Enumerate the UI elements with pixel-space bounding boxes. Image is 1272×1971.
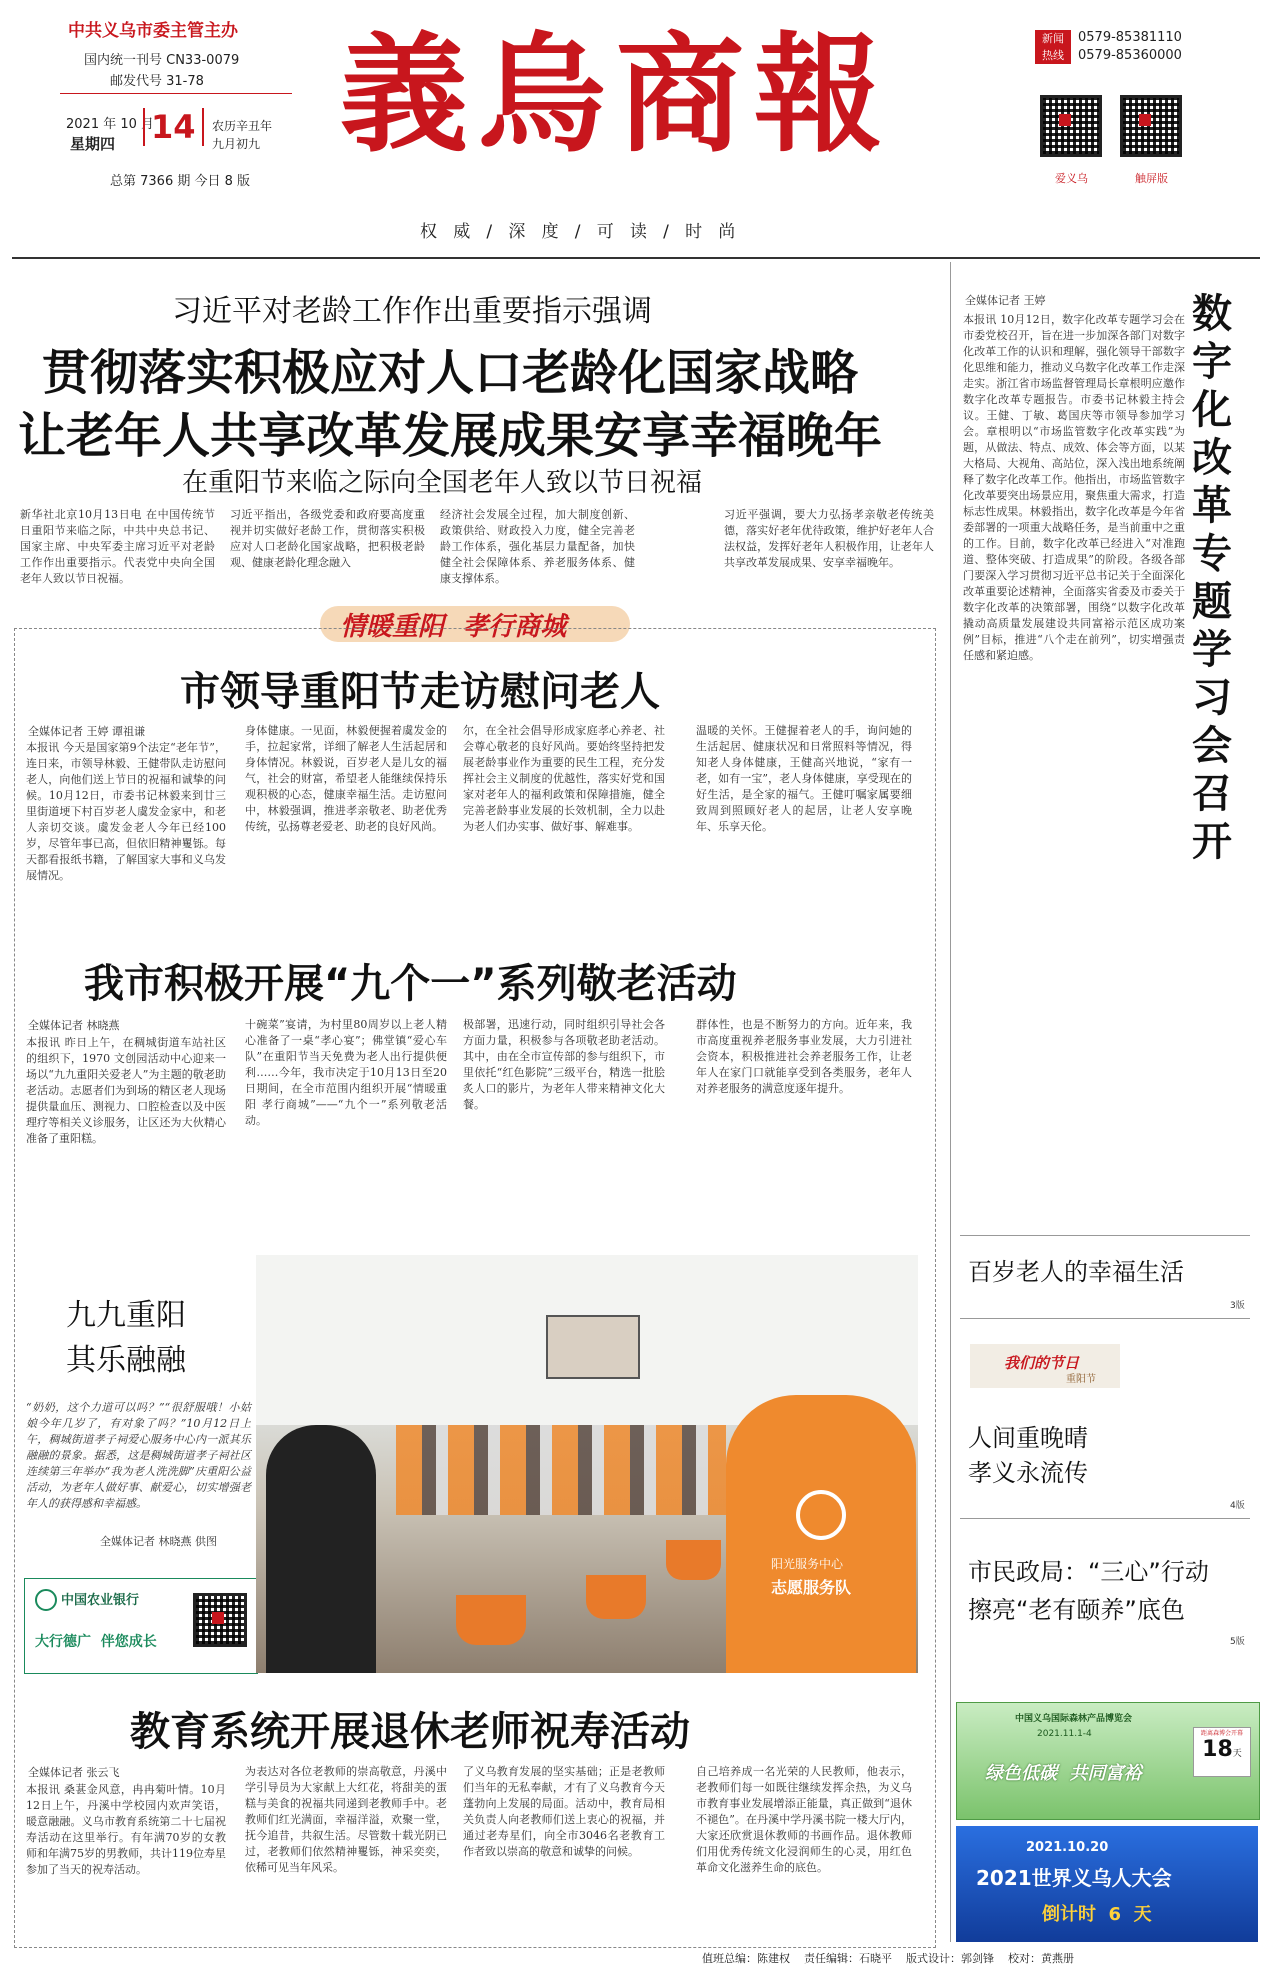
photo-credit: 全媒体记者 林晓燕 供图 — [100, 1535, 217, 1548]
lead-col-3: 经济社会发展全过程，加大制度创新、政策供给、财政投入力度，健全完善老龄工作体系，强化基层力量配备，加快健全社会保障体系、养老服务体系、健康支撑体系。 — [440, 508, 635, 585]
vest-logo-icon — [796, 1490, 846, 1540]
sidebar-title: 数字化改革专题学习会召开 — [1192, 291, 1232, 865]
phone-1: 0579-85381110 — [1078, 30, 1182, 45]
feature-banner-text: 情暖重阳 孝行商城 — [340, 612, 567, 642]
lead-story — [12, 262, 942, 585]
qr-caption-2: 触屏版 — [1135, 172, 1168, 185]
story3-byline: 全媒体记者 张云飞 — [28, 1766, 120, 1779]
footer-credits: 值班总编：陈建权 责任编辑：石晓平 版式设计：郭剑锋 校对：黄燕册 — [702, 1952, 1074, 1965]
story2-byline: 全媒体记者 林晓燕 — [28, 1019, 120, 1032]
ww-title: 2021世界义乌人大会 — [976, 1866, 1172, 1890]
photo-caption-body: “奶奶，这个力道可以吗？”“很舒服哦！小姑娘今年几岁了，有对象了吗？”10月12日上午，稠城街道孝子祠爱心服务中心内一派其乐融融的景象。据悉，这是稠城街道孝子祠社区连续第三年举办“我为老人洗洗脚”庆重阳公益活动，为老年人做好事、献爱心，切实增强老年人的获得感和幸福感。 — [26, 1401, 251, 1510]
story3-title: 教育系统开展退休老师祝寿活动 — [130, 1709, 690, 1755]
countdown-number: 18 — [1202, 1737, 1233, 1762]
lead-kicker: 习近平对老龄工作作出重要指示强调 — [172, 294, 652, 329]
teaser-1-page[interactable]: 3版 — [1230, 1301, 1245, 1311]
postal: 邮发代号 31-78 — [110, 74, 204, 89]
lead-col-1: 新华社北京10月13日电 在中国传统节日重阳节来临之际，中共中央总书记、国家主席、中央军委主席习近平对老龄工作作出重要指示。代表党中央向全国老年人致以节日祝福。 — [20, 508, 215, 585]
ww-countdown: 倒计时 6 天 — [1042, 1904, 1152, 1925]
sponsor: 中共义乌市委主管主办 — [68, 21, 238, 41]
story3-col-1: 本报讯 桑葚金风意，冉冉菊叶情。10月12日上午，丹溪中学校园内欢声笑语，暖意融融。义乌市教育系统第二十七届祝寿活动在这里举行。有年满70岁的女教师和年满75岁的男教师，共计119位寿星参加了当天的祝寿活动。 — [26, 1783, 226, 1876]
qr-code-icon[interactable] — [1120, 95, 1182, 157]
phone-2: 0579-85360000 — [1078, 48, 1182, 63]
bank-logo-icon — [35, 1589, 57, 1611]
lead-title-2: 让老年人共享改革发展成果安享幸福晚年 — [18, 408, 883, 464]
bank-qr-icon[interactable] — [193, 1593, 247, 1647]
teaser-2-page[interactable]: 4版 — [1230, 1501, 1245, 1511]
photo-caption-title-2: 其乐融融 — [66, 1343, 186, 1378]
story2-title: 我市积极开展“九个一”系列敬老活动 — [84, 961, 737, 1007]
slogan: 权 威 / 深 度 / 可 读 / 时 尚 — [420, 222, 736, 242]
photo-basin — [666, 1540, 721, 1580]
photo-crowd — [396, 1425, 726, 1515]
sidebar-body: 本报讯 10月12日，数字化改革专题学习会在市委党校召开，旨在进一步加深各部门对数字化改革工作的认识和理解，强化领导干部数字化思维和能力，推动义乌数字化改革工作走深走实。浙江省市场监督管理局长章根明应邀作数字化改革专题报告。市委书记林毅主持会议。王健、丁敏、葛国庆等市领导参加学习会。章根明以“市场监管数字化改革实践”为题，从做法、特点、成效、体会等方面，以某大格局、大视角、高站位，深入浅出地系统阐释了数字化改革工作。他指出，市场监管数字化改革要突出场景应用，聚焦重大需求，打造标志性成果。林毅指出，数字化改革是今年省委部署的一项重大战略任务，是当前重中之重的工作。目前，数字化改革已经进入“对准跑道、整体突破、打造成果”的阶段。各级各部门要深入学习贯彻习近平总书记关于全面深化改革重要论述精神，全面落实省委及市委关于数字化改革的决策部署，围绕“以数字化改革撬动高质量发展建设共同富裕示范区成功案例”目标，推进“八个走在前列”，切实增强责任感和紧迫感。 — [963, 313, 1185, 662]
qr-code-icon[interactable] — [1040, 95, 1102, 157]
hotline-badge — [1035, 30, 1071, 64]
story1-col-2: 身体健康。一见面，林毅便握着虞发金的手，拉起家常，详细了解老人生活起居和身体情况。林毅说，百岁老人是儿女的福气，社会的财富，希望老人能继续保持乐观积极的心态，健康幸福生活。走访慰问中，林毅强调，推进孝亲敬老、助老优秀传统，弘扬尊老爱老、助老的良好风尚。 — [245, 724, 447, 833]
sidebar-byline: 全媒体记者 王婷 — [965, 294, 1046, 307]
expo-slogan: 绿色低碳 共同富裕 — [985, 1763, 1142, 1784]
qr-caption-1: 爱义乌 — [1055, 172, 1088, 185]
story1-col-1: 本报讯 今天是国家第9个法定“老年节”，连日来，市领导林毅、王健带队走访慰问老人，向他们送上节日的祝福和诚挚的问候。10月12日，市委书记林毅来到廿三里街道埂下村百岁老人虞发金家中，和老人亲切交谈。虞发金老人今年已经100岁，尽管年事已高，但依旧精神矍铄。每天都看报纸书籍，了解国家大事和义乌发展情况。 — [26, 741, 226, 882]
photo-person — [266, 1425, 376, 1673]
elderly-foot-wash-photo — [256, 1255, 918, 1673]
teaser-divider — [960, 1518, 1250, 1519]
expo-title: 中国义乌国际森林产品博览会 — [1015, 1714, 1133, 1724]
teaser-2-badge-text: 我们的节日 — [1004, 1354, 1080, 1372]
countdown-unit: 天 — [1232, 1749, 1242, 1759]
date-ym: 2021 年 10 月 — [66, 117, 155, 132]
issue-info: 总第 7366 期 今日 8 版 — [110, 174, 251, 189]
photo-screen — [546, 1315, 640, 1379]
vest-text-2: 志愿服务队 — [771, 1578, 852, 1597]
hotline-label-1: 新闻 — [1042, 32, 1064, 45]
story1-col-3: 尔，在全社会倡导形成家庭孝心养老、社会尊心敬老的良好风尚。要始终坚持把发展老龄事业作为重要的民生工程，充分发挥社会主义制度的优越性，落实好党和国家对老年人的福利政策和保障措施，健全完善老龄事业发展的长效机制，全力以赴为老人们办实事、做好事、解难事。 — [463, 724, 665, 833]
story1-byline: 全媒体记者 王婷 谭祖谦 — [28, 725, 145, 738]
teaser-3-title-2[interactable]: 擦亮“老有颐养”底色 — [968, 1596, 1185, 1624]
bank-ad[interactable] — [24, 1578, 258, 1674]
date-day: 14 — [143, 108, 204, 146]
newspaper-title: 義烏商報 — [340, 20, 893, 170]
issn: 国内统一刊号 CN33-0079 — [84, 53, 240, 68]
teaser-2-title-1[interactable]: 人间重晚晴 — [968, 1424, 1088, 1452]
countdown-box — [1193, 1727, 1251, 1777]
photo-caption-title-1: 九九重阳 — [66, 1298, 186, 1333]
story3-col-2: 为表达对各位老教师的崇高敬意，丹溪中学引导员为大家献上大红花，将甜美的蛋糕与美食的祝福共同递到老教师手中。老教师们红光满面，幸福洋溢，欢聚一堂，抚今追昔，共叙生活。尽管数十载光阴已过，老教师们依然精神矍铄，神采奕奕，依稀可见当年风采。 — [245, 1765, 447, 1874]
story2-col-4: 群体性，也是不断努力的方向。近年来，我市高度重视养老服务事业发展，大力引进社会资本，积极推进社会养老服务工作，让老年人在家门口就能享受到各类服务，老年人对养老服务的满意度逐年提升。 — [696, 1018, 912, 1095]
weekday: 星期四 — [70, 135, 116, 153]
countdown-label: 距离森博会开幕 — [1200, 1730, 1243, 1737]
story2-col-1: 本报讯 昨日上午，在稠城街道车站社区的组织下，1970 文创园活动中心迎来一场以“九九重阳关爱老人”为主题的敬老助老活动。志愿者们为到场的精区老人现场提供量血压、测视力、口腔检查以及中医理疗等相关义诊服务，让区还为大伙精心准备了重阳糕。 — [26, 1036, 226, 1145]
masthead — [0, 0, 1272, 250]
lead-subtitle: 在重阳节来临之际向全国老年人致以节日祝福 — [182, 468, 703, 498]
lunar-day: 九月初九 — [212, 137, 261, 151]
teaser-2-badge — [970, 1344, 1120, 1388]
bank-slogan: 大行德广 伴您成长 — [35, 1634, 157, 1650]
expo-dates: 2021.11.1-4 — [1037, 1729, 1092, 1739]
story1-col-4: 温暖的关怀。王健握着老人的手，询问她的生活起居、健康状况和日常照料等情况，得知老人身体健康，王健高兴地说，“家有一老，如有一宝”，老人身体健康，享受现在的好生活，是全家的福气。王健叮嘱家属要细致周到照顾好老人的起居，让老人安享晚年、乐享天伦。 — [696, 724, 912, 833]
masthead-divider — [12, 257, 1260, 259]
lead-title-1: 贯彻落实积极应对人口老龄化国家战略 — [42, 345, 859, 401]
photo-basin — [586, 1575, 646, 1619]
photo-basin — [456, 1595, 526, 1645]
teaser-3-page[interactable]: 5版 — [1230, 1637, 1245, 1647]
story3-col-4: 自己培养成一名光荣的人民教师，他表示，老教师们每一如既往继续发挥余热，为义乌市教育事业发展增添正能量，真正做到“退休不褪色”。在丹溪中学丹溪书院一楼大厅内，大家还欣赏退休教师的书画作品。退休教师们用优秀传统文化浸润师生的心灵，用红色革命文化滋养生命的底色。 — [696, 1765, 912, 1874]
lead-col-4: 习近平强调，要大力弘扬孝亲敬老传统美德，落实好老年优待政策，维护好老年人合法权益，发挥好老年人积极作用，让老年人共享改革发展成果、安享幸福晚年。 — [724, 508, 934, 569]
lunar-year: 农历辛丑年 — [212, 119, 273, 133]
story2-col-3: 极部署，迅速行动，同时组织引导社会各方面力量，积极参与各项敬老助老活动。其中，由在全市宣传部的参与组织下，市里依托“红色影院”三级平台，精选一批脍炙人口的影片，为老年人带来精神文化大餐。 — [463, 1018, 665, 1111]
lead-col-2: 习近平指出，各级党委和政府要高度重视并切实做好老龄工作，贯彻落实积极应对人口老龄化国家战略，把积极老龄观、健康老龄化理念融入 — [230, 508, 425, 569]
teaser-3-title-1[interactable]: 市民政局：“三心”行动 — [968, 1558, 1209, 1586]
teaser-divider — [960, 1235, 1250, 1236]
sidebar-divider — [950, 262, 951, 1942]
story3-col-3: 了义乌教育发展的坚实基础；正是老教师们当年的无私奉献，才有了义乌教育今天蓬勃向上发展的局面。活动中，教育局相关负责人向老教师们送上衷心的祝福，并通过老寿星们，向全市3046名老教育工作者致以崇高的敬意和诚挚的问候。 — [463, 1765, 665, 1858]
bank-name: 中国农业银行 — [61, 1593, 140, 1608]
teaser-divider — [960, 1318, 1250, 1319]
vest-text-1: 阳光服务中心 — [771, 1557, 844, 1571]
teaser-1-title[interactable]: 百岁老人的幸福生活 — [968, 1258, 1184, 1286]
story2-col-2: 十碗菜”宴请，为村里80周岁以上老人精心准备了一桌“孝心宴”；佛堂镇“爱心车队”在重阳节当天免费为老人出行提供便利……今年，我市决定于10月13日至20日期间，在全市范围内组织开展“情暖重阳 孝行商城”——“九个一”系列敬老活动。 — [245, 1018, 447, 1127]
world-yiwu-ad[interactable] — [956, 1826, 1258, 1942]
expo-ad[interactable] — [956, 1702, 1260, 1820]
ww-date: 2021.10.20 — [1026, 1840, 1109, 1855]
story1-title: 市领导重阳节走访慰问老人 — [180, 669, 660, 715]
teaser-2-badge-sub: 重阳节 — [1066, 1374, 1096, 1385]
hotline-label-2: 热线 — [1042, 49, 1064, 62]
teaser-2-title-2[interactable]: 孝义永流传 — [968, 1459, 1088, 1487]
